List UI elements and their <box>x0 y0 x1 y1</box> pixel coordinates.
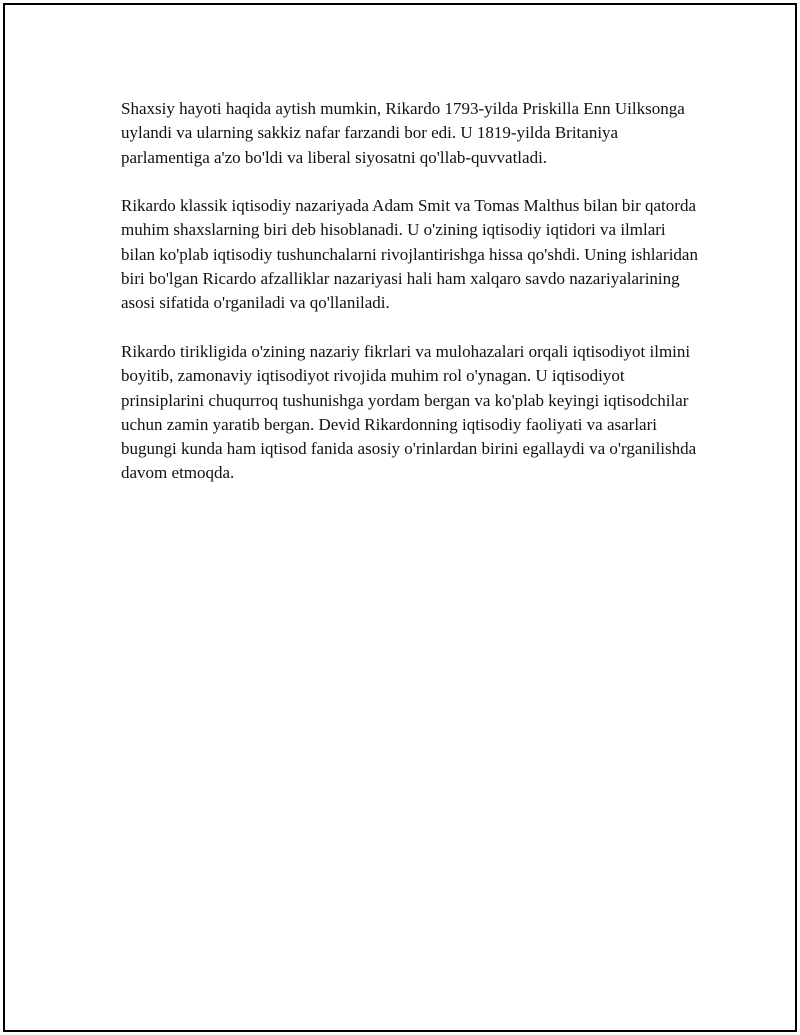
document-body <box>121 97 701 510</box>
paragraph-personal-life: Shaxsiy hayoti haqida aytish mumkin, Rikardo 1793-yilda Priskilla Enn Uilksonga uylandi va ularning sakkiz nafar farzandi bor edi. U 1819-yilda Britaniya parlamentiga a'zo bo'ldi va liberal siyosatni qo'llab-quvvatladi. <box>121 99 685 167</box>
page-frame <box>3 3 797 1032</box>
paragraph-classical-theory: Rikardo klassik iqtisodiy nazariyada Adam Smit va Tomas Malthus bilan bir qatorda muhim shaxslarning biri deb hisoblanadi. U o'zining iqtisodiy iqtidori va ilmlari bilan ko'plab iqtisodiy tushunchalarni rivojlantirishga hissa qo'shdi. Uning ishlaridan biri bo'lgan Ricardo afzalliklar nazariyasi hali ham xalqaro savdo nazariyalarining asosi sifatida o'rganiladi va qo'llaniladi. <box>121 196 698 313</box>
paragraph-legacy: Rikardo tirikligida o'zining nazariy fikrlari va mulohazalari orqali iqtisodiyot ilmini boyitib, zamonaviy iqtisodiyot rivojida muhim rol o'ynagan. U iqtisodiyot prinsiplarini chuqurroq tushunishga yordam bergan va ko'plab keyingi iqtisodchilar uchun zamin yaratib bergan. Devid Rikardonning iqtisodiy faoliyati va asarlari bugungi kunda ham iqtisod fanida asosiy o'rinlardan birini egallaydi va o'rganilishda davom etmoqda. <box>121 341 697 483</box>
